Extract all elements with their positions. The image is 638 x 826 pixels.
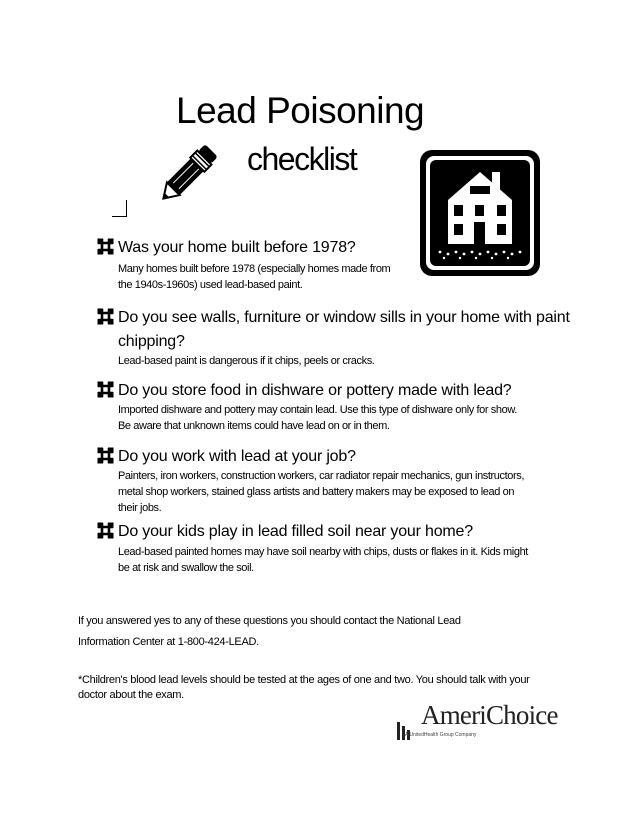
question-detail: Lead-based painted homes may have soil nearby with chips, dusts or flakes in it. Kids might be at risk and swallow the soil. bbox=[118, 546, 528, 574]
pencil-icon bbox=[146, 136, 226, 216]
logo-name: AmeriChoice bbox=[421, 700, 558, 730]
question-detail: Lead-based paint is dangerous if it chips, peels or cracks. bbox=[118, 355, 375, 367]
question-text: Do your kids play in lead filled soil near your home? bbox=[118, 523, 473, 540]
command-key-icon bbox=[97, 447, 114, 464]
house-icon bbox=[418, 148, 542, 278]
command-key-icon bbox=[97, 381, 114, 398]
question-detail: Imported dishware and pottery may contain lead. Use this type of dishware only for show. Be aware that unknown items could have lead on or in them. bbox=[118, 404, 517, 432]
command-key-icon bbox=[97, 522, 114, 539]
americhoice-logo bbox=[395, 700, 558, 744]
question-detail: Many homes built before 1978 (especially homes made from the 1940s-1960s) used lead-based paint. bbox=[118, 263, 391, 291]
question-text: Do you store food in dishware or pottery made with lead? bbox=[118, 382, 512, 399]
checkbox-mark bbox=[112, 200, 127, 217]
page-subtitle: checklist bbox=[247, 141, 357, 177]
contact-line-1: If you answered yes to any of these questions you should contact the National Lead bbox=[78, 615, 461, 627]
command-key-icon bbox=[97, 308, 114, 325]
question-text: Was your home built before 1978? bbox=[118, 239, 356, 256]
question-text: Do you work with lead at your job? bbox=[118, 448, 356, 465]
question-text-continued: chipping? bbox=[118, 333, 185, 350]
note-line-1: *Children's blood lead levels should be tested at the ages of one and two. You should talk with your bbox=[78, 674, 530, 686]
logo-mark-icon bbox=[395, 718, 417, 742]
question-text: Do you see walls, furniture or window sills in your home with paint bbox=[118, 309, 570, 326]
command-key-icon bbox=[97, 238, 114, 255]
logo-tagline: A UnitedHealth Group Company bbox=[405, 732, 477, 738]
page-title: Lead Poisoning bbox=[176, 90, 425, 131]
contact-line-2: Information Center at 1-800-424-LEAD. bbox=[78, 636, 259, 648]
note-line-2: doctor about the exam. bbox=[78, 689, 184, 701]
question-detail: Painters, iron workers, construction workers, car radiator repair mechanics, gun instructors, metal shop workers, stained glass artists and battery makers may be exposed to lead on their jobs. bbox=[118, 470, 525, 514]
